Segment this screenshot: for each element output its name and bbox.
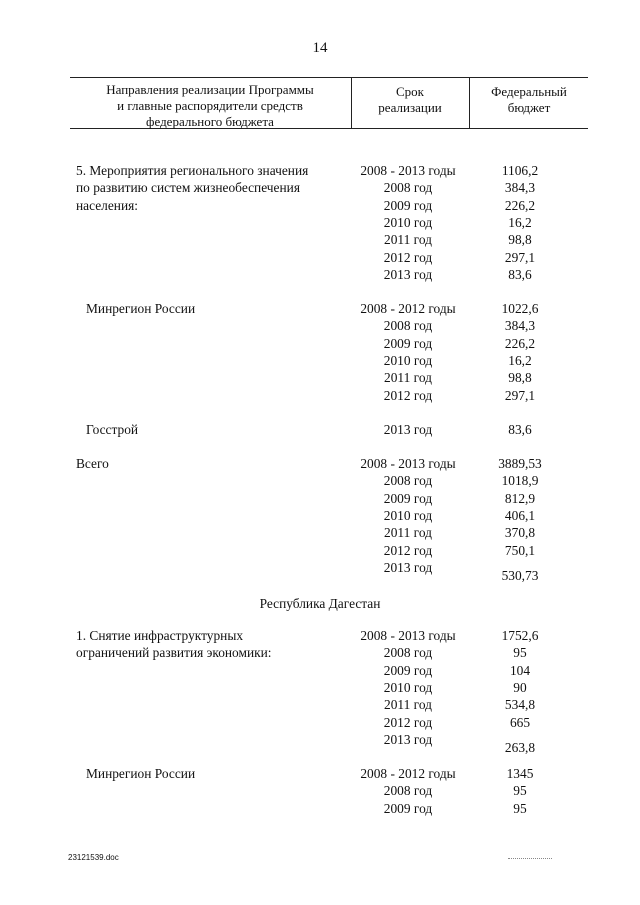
table-row: [0, 335, 640, 352]
row-amount: 95: [513, 645, 527, 661]
row-amount: 750,1: [504, 542, 536, 558]
row-amount: 370,8: [504, 525, 536, 541]
header-federal-budget: Федеральный бюджет: [491, 84, 567, 115]
table-row: [0, 197, 640, 214]
row-amount: 1018,9: [501, 473, 539, 489]
row-amount: 1345: [506, 766, 534, 781]
table-row: [0, 455, 640, 472]
table-row: [0, 731, 640, 755]
table-row: [0, 231, 640, 248]
row-period: 2010 год: [383, 679, 433, 695]
table-row: [0, 162, 640, 179]
table-row: [0, 782, 640, 799]
table-row: [0, 249, 640, 266]
row-amount: 98,8: [508, 370, 532, 386]
table-row: [0, 800, 640, 817]
row-amount: 95: [513, 783, 527, 799]
table-row: [0, 644, 640, 661]
table-row: [0, 472, 640, 489]
row-period: 2010 год: [383, 352, 433, 368]
section-title: Республика Дагестан: [259, 596, 381, 611]
row-label: 1. Снятие инфраструктурных: [76, 628, 244, 643]
row-amount: 104: [509, 662, 531, 678]
row-amount: 297,1: [504, 387, 536, 403]
row-amount: 83,6: [508, 422, 532, 437]
row-period: 2012 год: [383, 387, 433, 403]
row-period: 2008 год: [383, 180, 433, 196]
table-row: [0, 559, 640, 583]
row-amount: 406,1: [504, 507, 536, 523]
table-row: [0, 214, 640, 231]
row-amount: 83,6: [508, 266, 532, 282]
row-period: 2011 год: [384, 232, 432, 248]
table-row: [0, 490, 640, 507]
row-amount: 263,8: [504, 739, 536, 755]
row-amount: 665: [509, 714, 531, 730]
row-label: Всего: [76, 456, 109, 471]
row-period: 2009 год: [383, 800, 433, 816]
table-row: [0, 524, 640, 541]
row-period: 2009 год: [383, 490, 433, 506]
row-label: по развитию систем жизнеобеспечения: [76, 180, 300, 196]
row-period: 2008 год: [383, 473, 433, 489]
row-label: Минрегион России: [86, 301, 196, 316]
header-directions: Направления реализации Программы и главные распорядители средств федерального бюджета: [106, 82, 314, 129]
row-amount: 534,8: [504, 697, 536, 713]
row-period: 2013 год: [383, 731, 433, 747]
row-amount: 98,8: [508, 232, 532, 248]
row-period: 2009 год: [383, 197, 433, 213]
row-period: 2011 год: [384, 697, 432, 713]
row-period: 2012 год: [383, 542, 433, 558]
row-amount: 95: [513, 800, 527, 816]
row-amount: 1106,2: [501, 163, 539, 178]
row-amount: 3889,53: [498, 456, 542, 471]
row-amount: 812,9: [504, 490, 536, 506]
table-row: [0, 179, 640, 196]
row-period: 2009 год: [383, 662, 433, 678]
row-amount: 1022,6: [501, 301, 539, 316]
row-label: ограничений развития экономики:: [76, 645, 272, 661]
row-period: 2012 год: [383, 249, 433, 265]
header-period: Срок реализации: [378, 84, 442, 115]
table-row: [0, 352, 640, 369]
table-row: [0, 369, 640, 386]
row-amount: 1752,6: [501, 628, 539, 643]
table-row: [0, 714, 640, 731]
row-period: 2008 год: [383, 783, 433, 799]
row-amount: 297,1: [504, 249, 536, 265]
table-row: [0, 300, 640, 317]
row-period: 2008 - 2013 годы: [360, 456, 456, 471]
row-period: 2010 год: [383, 507, 433, 523]
footer-mark: [508, 858, 552, 859]
table-row: [0, 507, 640, 524]
row-period: 2008 - 2012 годы: [360, 766, 456, 781]
row-amount: 16,2: [508, 352, 532, 368]
page-number: 14: [312, 40, 328, 56]
table-row: [0, 387, 640, 404]
row-amount: 90: [513, 679, 527, 695]
row-amount: 16,2: [508, 214, 532, 230]
row-amount: 226,2: [504, 335, 536, 351]
row-period: 2012 год: [383, 714, 433, 730]
table-row: [0, 317, 640, 334]
table-row: [0, 542, 640, 559]
table-row: [0, 627, 640, 644]
row-period: 2009 год: [383, 335, 433, 351]
row-period: 2010 год: [383, 214, 433, 230]
row-label: населения:: [76, 197, 138, 213]
row-amount: 226,2: [504, 197, 536, 213]
table-row: [0, 662, 640, 679]
row-amount: 530,73: [501, 567, 539, 583]
row-period: 2008 год: [383, 318, 433, 334]
row-period: 2008 - 2013 годы: [360, 628, 456, 643]
table-header: [70, 76, 588, 128]
table-row: [0, 421, 640, 438]
table-row: [0, 266, 640, 283]
row-amount: 384,3: [504, 180, 536, 196]
row-label: 5. Мероприятия регионального значения: [76, 163, 309, 178]
table-row: [0, 679, 640, 696]
row-label: Госстрой: [86, 422, 139, 437]
row-period: 2013 год: [383, 422, 433, 437]
row-period: 2008 - 2013 годы: [360, 163, 456, 178]
row-period: 2008 год: [383, 645, 433, 661]
row-period: 2011 год: [384, 370, 432, 386]
row-period: 2013 год: [383, 266, 433, 282]
table-row: [0, 765, 640, 782]
row-period: 2011 год: [384, 525, 432, 541]
row-amount: 384,3: [504, 318, 536, 334]
table-row: [0, 696, 640, 713]
row-period: 2008 - 2012 годы: [360, 301, 456, 316]
row-period: 2013 год: [383, 559, 433, 575]
footer-filename: 23121539.doc: [68, 853, 119, 862]
row-label: Минрегион России: [86, 766, 196, 781]
